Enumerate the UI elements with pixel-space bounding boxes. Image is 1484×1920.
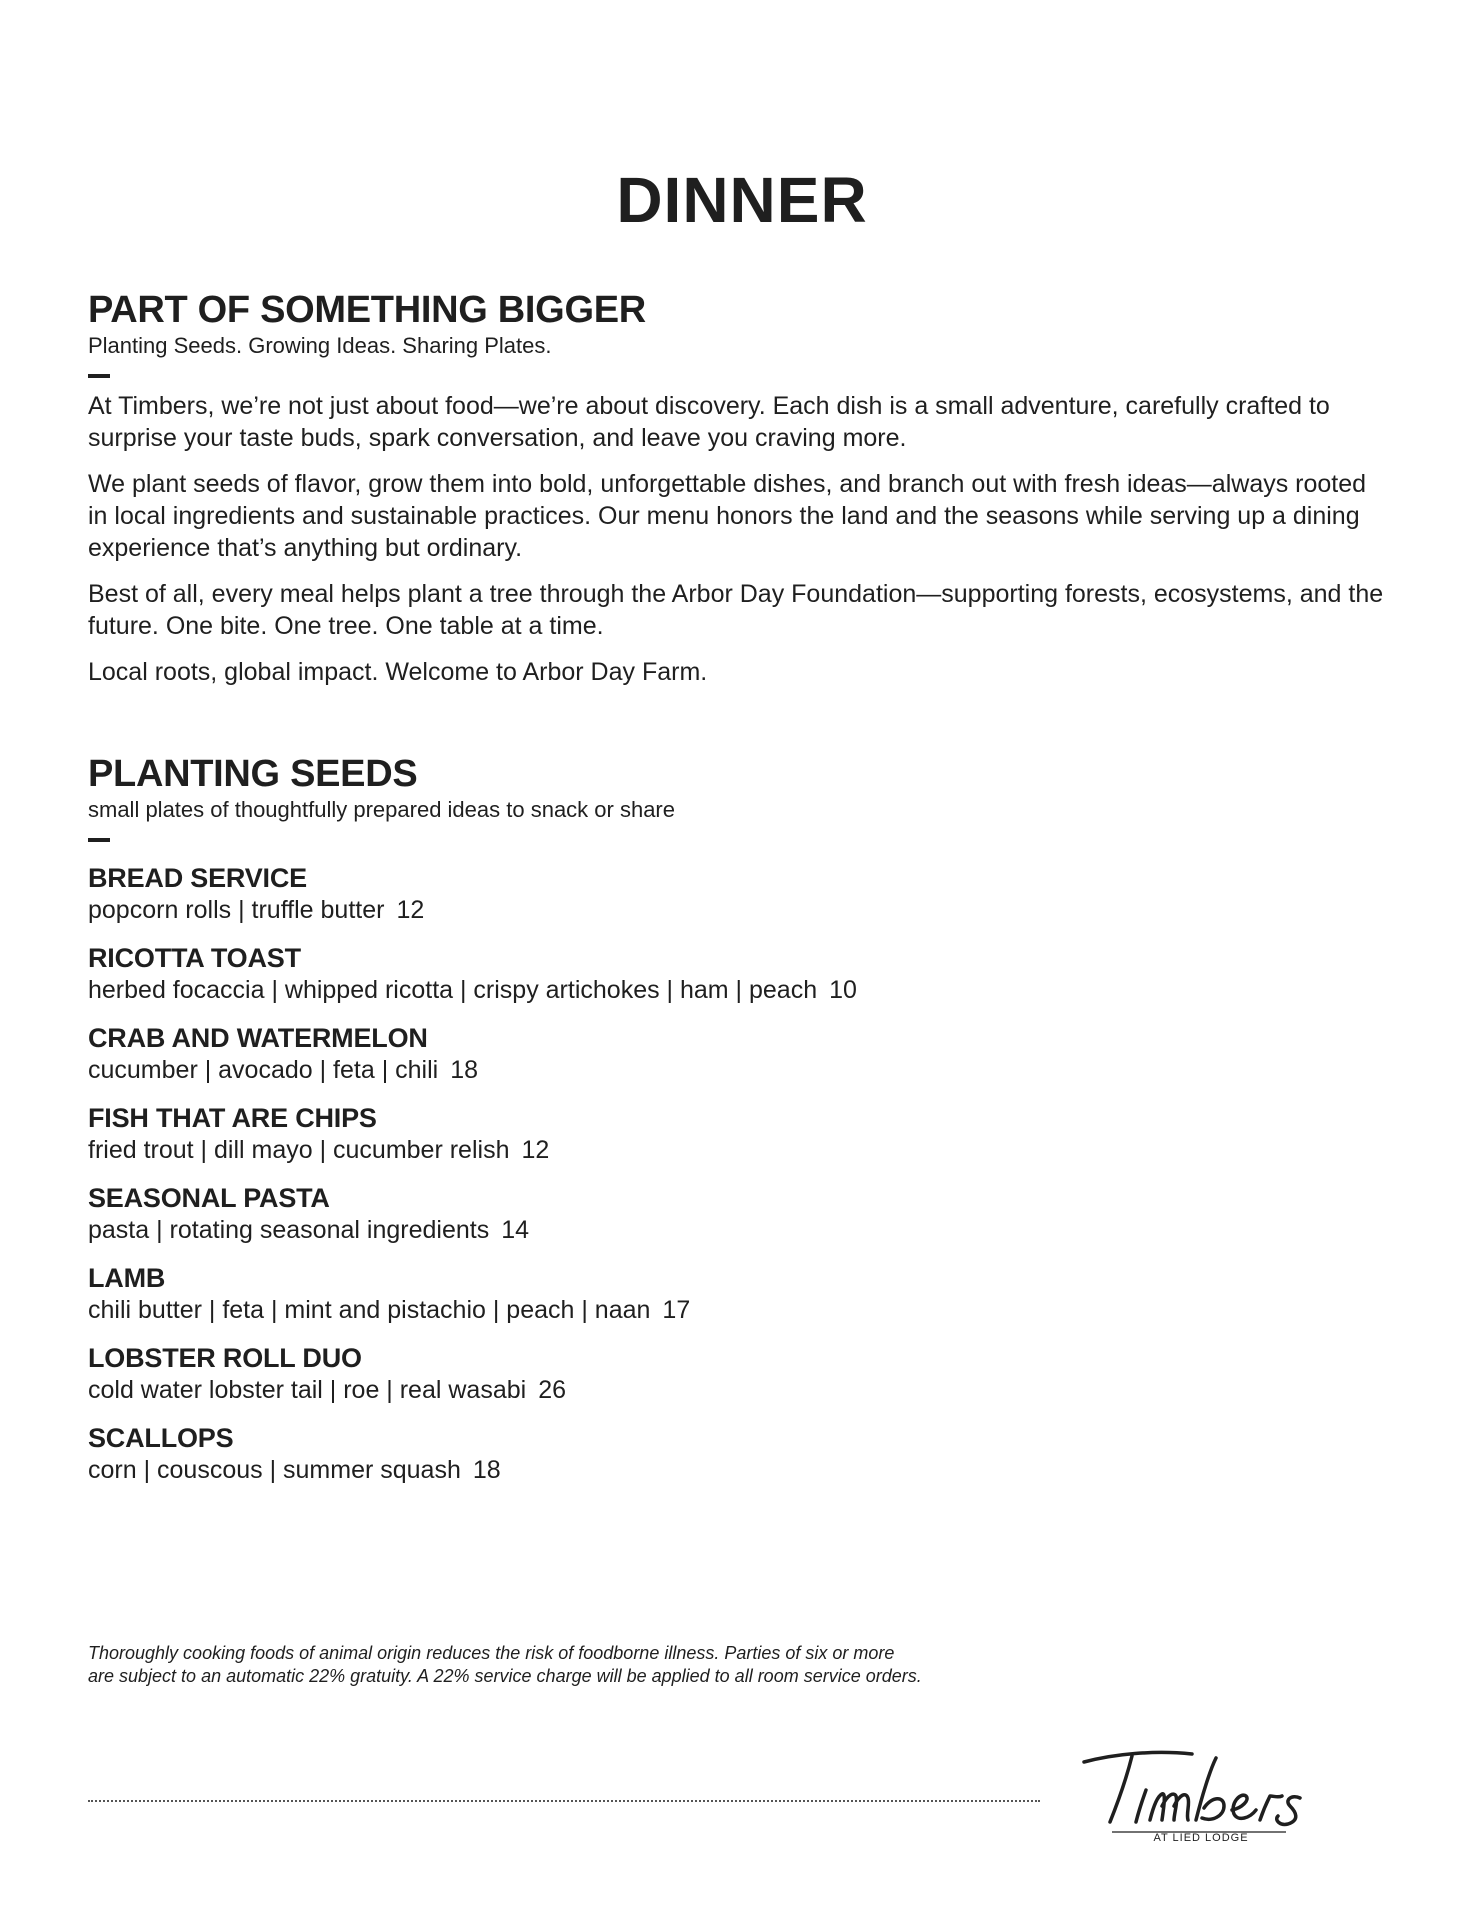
intro-paragraphs <box>88 390 1388 688</box>
menu-item-name: LOBSTER ROLL DUO <box>88 1343 362 1373</box>
menu-item-price: 14 <box>501 1216 530 1244</box>
disclaimer-line: are subject to an automatic 22% gratuity. A 22% service charge will be applied to all room service orders. <box>88 1666 922 1686</box>
menu-item-name: BREAD SERVICE <box>88 863 307 893</box>
menu-item-price: 12 <box>396 896 425 924</box>
menu-item <box>88 1342 1388 1406</box>
menu-item-description: cold water lobster tail | roe | real wasabi <box>88 1376 527 1404</box>
intro-section <box>88 288 1388 702</box>
menu-heading: PLANTING SEEDS <box>88 753 418 795</box>
intro-paragraph: We plant seeds of flavor, grow them into bold, unforgettable dishes, and branch out with fresh ideas—always rooted in local ingredients and sustainable practices. Our menu honors the land and the seasons while serving up a dining experience that’s anything but ordinary. <box>88 470 1367 562</box>
menu-item <box>88 1102 1388 1166</box>
menu-item-name: CRAB AND WATERMELON <box>88 1023 428 1053</box>
page-title: DINNER <box>616 164 868 236</box>
footer-divider <box>88 1800 1040 1802</box>
menu-item-description: chili butter | feta | mint and pistachio | peach | naan <box>88 1296 651 1324</box>
intro-heading: PART OF SOMETHING BIGGER <box>88 289 646 331</box>
menu-item-description: popcorn rolls | truffle butter <box>88 896 385 924</box>
menu-item-price: 18 <box>450 1056 479 1084</box>
menu-item-description: herbed focaccia | whipped ricotta | crispy artichokes | ham | peach <box>88 976 818 1004</box>
menu-item-description: cucumber | avocado | feta | chili <box>88 1056 439 1084</box>
intro-paragraph: At Timbers, we’re not just about food—we’re about discovery. Each dish is a small adventure, carefully crafted to surprise your taste buds, spark conversation, and leave you craving more. <box>88 392 1330 452</box>
menu-item-name: SEASONAL PASTA <box>88 1183 330 1213</box>
menu-section <box>88 752 1388 1502</box>
menu-item <box>88 942 1388 1006</box>
intro-paragraph: Best of all, every meal helps plant a tree through the Arbor Day Foundation—supporting forests, ecosystems, and the future. One bite. One tree. One table at a time. <box>88 580 1384 640</box>
menu-item <box>88 1422 1388 1486</box>
menu-item <box>88 1262 1388 1326</box>
menu-item-name: SCALLOPS <box>88 1423 234 1453</box>
intro-subheading: Planting Seeds. Growing Ideas. Sharing Plates. <box>88 333 552 358</box>
menu-item-description: fried trout | dill mayo | cucumber relish <box>88 1136 510 1164</box>
menu-item <box>88 1022 1388 1086</box>
menu-list <box>88 862 1388 1486</box>
disclaimer-line: Thoroughly cooking foods of animal origin reduces the risk of foodborne illness. Parties of six or more <box>88 1643 895 1663</box>
logo-tagline: AT LIED LODGE <box>1153 1832 1249 1844</box>
menu-item-name: LAMB <box>88 1263 166 1293</box>
menu-item-price: 17 <box>662 1296 691 1324</box>
intro-divider <box>88 374 110 378</box>
menu-item-price: 12 <box>521 1136 550 1164</box>
menu-item-price: 18 <box>472 1456 501 1484</box>
menu-item-name: FISH THAT ARE CHIPS <box>88 1103 377 1133</box>
menu-item-price: 10 <box>829 976 857 1004</box>
disclaimer <box>88 1642 1048 1688</box>
menu-item-description: pasta | rotating seasonal ingredients <box>88 1216 490 1244</box>
menu-item-description: corn | couscous | summer squash <box>88 1456 461 1484</box>
menu-subheading: small plates of thoughtfully prepared ideas to snack or share <box>88 797 675 822</box>
menu-item-name: RICOTTA TOAST <box>88 943 301 973</box>
menu-item <box>88 862 1388 926</box>
menu-item-price: 26 <box>538 1376 566 1404</box>
intro-paragraph: Local roots, global impact. Welcome to Arbor Day Farm. <box>88 658 708 686</box>
menu-item <box>88 1182 1388 1246</box>
menu-divider <box>88 838 110 842</box>
